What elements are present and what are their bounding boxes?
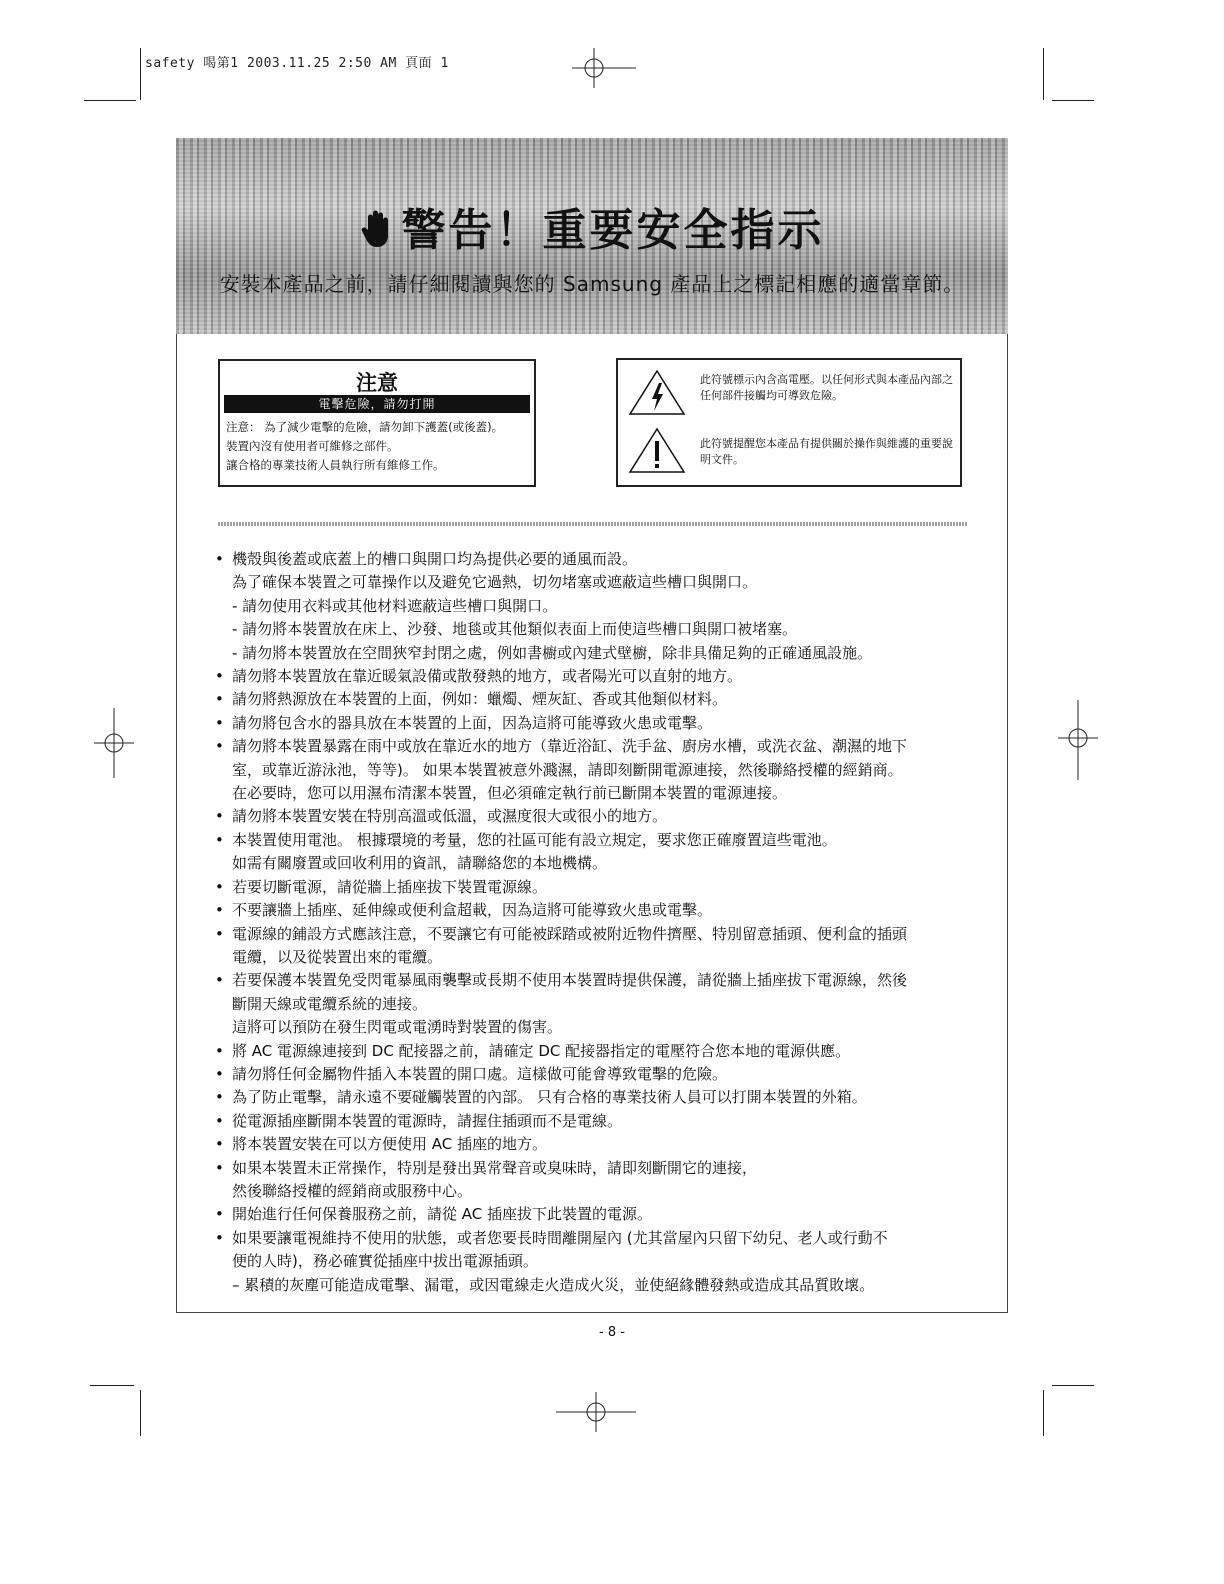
section-divider <box>218 522 968 526</box>
registration-mark-right <box>1058 700 1098 780</box>
list-item-continuation: 斷開天線或電纜系統的連接。 <box>232 994 428 1013</box>
caution-line: 注意： 為了減少電擊的危險，請勿卸下護蓋(或後蓋)。 <box>226 420 504 434</box>
banner-title <box>176 194 1008 259</box>
list-item: • 請勿將熱源放在本裝置的上面，例如：蠟燭、煙灰缸、香或其他類似材料。 <box>212 688 982 711</box>
banner-title-text: 警告！重要安全指示 <box>401 205 825 256</box>
list-item-continuation: 為了確保本裝置之可靠操作以及避免它過熱，切勿堵塞或遮蔽這些槽口與開口。 <box>232 573 758 592</box>
print-slug: safety 喝第1 2003.11.25 2:50 AM 頁面 1 <box>145 56 449 71</box>
list-item-continuation: 在必要時，您可以用濕布清潔本裝置，但必須確定執行前已斷開本裝置的電源連接。 <box>232 784 788 803</box>
exclamation-icon <box>628 426 686 474</box>
caution-bar: 電擊危險，請勿打開 <box>224 395 530 413</box>
list-item: • 電源線的鋪設方式應該注意，不要讓它有可能被踩踏或被附近物件擠壓、特別留意插頭、便利盒的插頭 <box>212 923 982 946</box>
registration-mark-left <box>94 708 134 778</box>
list-item: • 如果本裝置未正常操作，特別是發出異常聲音或臭味時，請即刻斷開它的連接， <box>212 1157 982 1180</box>
caution-line: 裝置內沒有使用者可維修之部件。 <box>226 439 399 453</box>
list-item-continuation: 這將可以預防在發生閃電或電湧時對裝置的傷害。 <box>232 1018 563 1037</box>
list-item: • 開始進行任何保養服務之前，請從 AC 插座拔下此裝置的電源。 <box>212 1203 982 1226</box>
list-item: • 為了防止電擊，請永遠不要碰觸裝置的內部。 只有合格的專業技術人員可以打開本裝置的外箱。 <box>212 1086 982 1109</box>
list-sub-item: - 請勿將本裝置放在空間狹窄封閉之處，例如書櫥或內建式壁櫥，除非具備足夠的正確通風設施。 <box>232 643 873 662</box>
page-number: - 8 - <box>599 1325 625 1340</box>
list-item: • 將 AC 電源線連接到 DC 配接器之前，請確定 DC 配接器指定的電壓符合您本地的電源供應。 <box>212 1040 982 1063</box>
list-sub-item: - 請勿使用衣料或其他材料遮蔽這些槽口與開口。 <box>232 596 558 615</box>
list-item-continuation: 室，或靠近游泳池，等等)。 如果本裝置被意外濺濕，請即刻斷開電源連接，然後聯絡授權的經銷商。 <box>232 760 903 779</box>
safety-instruction-list <box>212 548 982 1297</box>
list-item: • 從電源插座斷開本裝置的電源時，請握住插頭而不是電線。 <box>212 1110 982 1133</box>
high-voltage-text: 此符號標示內含高電壓。以任何形式與本產品內部之任何部件接觸均可導致危險。 <box>700 373 953 402</box>
list-sub-item: – 累積的灰塵可能造成電擊、漏電，或因電線走火造成火災，並使絕緣體發熱或造成其品質敗壞。 <box>232 1275 875 1294</box>
list-item: • 請勿將包含水的器具放在本裝置的上面，因為這將可能導致火患或電擊。 <box>212 712 982 735</box>
high-voltage-icon <box>628 368 686 416</box>
list-sub-item: - 請勿將本裝置放在床上、沙發、地毯或其他類似表面上而使這些槽口與開口被堵塞。 <box>232 620 798 639</box>
list-item-continuation: 然後聯絡授權的經銷商或服務中心。 <box>232 1181 473 1200</box>
caution-title: 注意 <box>356 371 398 395</box>
list-item-continuation: 電纜，以及從裝置出來的電纜。 <box>232 947 443 966</box>
registration-mark-bottom <box>556 1392 636 1432</box>
symbol-row-high-voltage <box>628 368 954 422</box>
list-item: • 請勿將本裝置暴露在雨中或放在靠近水的地方（靠近浴缸、洗手盆、廚房水槽，或洗衣盆、潮濕的地下 <box>212 735 982 758</box>
list-item: • 若要切斷電源，請從牆上插座拔下裝置電源線。 <box>212 876 982 899</box>
list-item-continuation: 如需有關廢置或回收利用的資訊，請聯絡您的本地機構。 <box>232 854 608 873</box>
list-item: • 將本裝置安裝在可以方便使用 AC 插座的地方。 <box>212 1133 982 1156</box>
list-item: • 請勿將本裝置放在靠近暖氣設備或散發熱的地方，或者陽光可以直射的地方。 <box>212 665 982 688</box>
caution-text <box>220 413 534 475</box>
stop-hand-icon <box>360 208 392 259</box>
exclamation-text: 此符號提醒您本產品有提供關於操作與維護的重要說明文件。 <box>700 437 953 466</box>
warning-banner <box>176 138 1008 334</box>
symbol-legend-box <box>616 358 962 487</box>
list-item: • 如果要讓電視維持不使用的狀態，或者您要長時間離開屋內 (尤其當屋內只留下幼兒、老人或行動不 <box>212 1227 982 1250</box>
list-item-continuation: 便的人時)，務必確實從插座中拔出電源插頭。 <box>232 1252 538 1271</box>
list-item: • 若要保護本裝置免受閃電暴風雨襲擊或長期不使用本裝置時提供保護，請從牆上插座拔下電源線，然後 <box>212 969 982 992</box>
list-item: • 請勿將任何金屬物件插入本裝置的開口處。這樣做可能會導致電擊的危險。 <box>212 1063 982 1086</box>
caution-box <box>218 359 536 487</box>
list-item: • 本裝置使用電池。 根據環境的考量，您的社區可能有設立規定，要求您正確廢置這些電池。 <box>212 829 982 852</box>
banner-subtitle: 安裝本產品之前，請仔細閱讀與您的 Samsung 產品上之標記相應的適當章節。 <box>219 272 965 296</box>
symbol-row-exclamation <box>628 426 954 480</box>
list-item: • 不要讓牆上插座、延伸線或便利盒超載，因為這將可能導致火患或電擊。 <box>212 899 982 922</box>
caution-line: 讓合格的專業技術人員執行所有維修工作。 <box>226 458 445 472</box>
registration-mark-top <box>572 48 636 88</box>
list-item: • 請勿將本裝置安裝在特別高溫或低溫，或濕度很大或很小的地方。 <box>212 805 982 828</box>
list-item: • 機殼與後蓋或底蓋上的槽口與開口均為提供必要的通風而設。 <box>212 548 982 571</box>
